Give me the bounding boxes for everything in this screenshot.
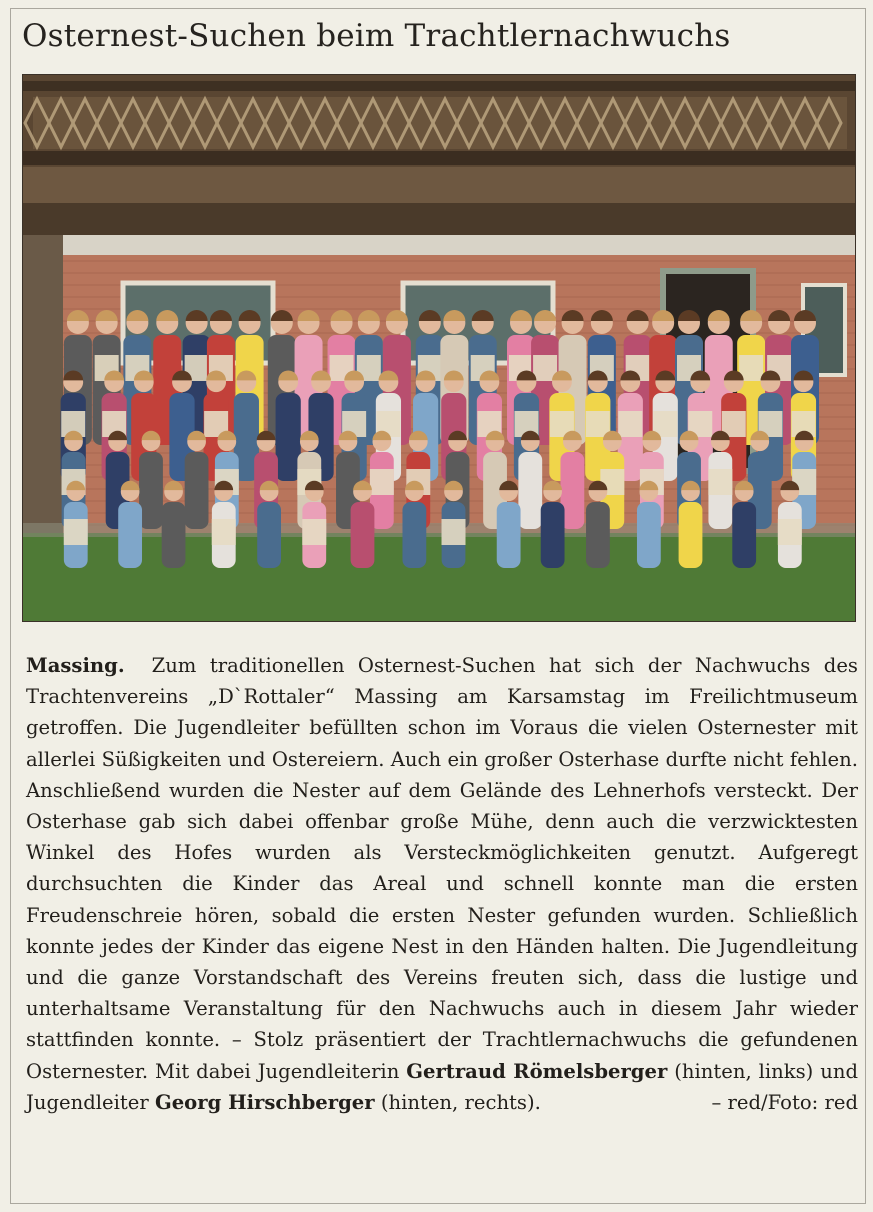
group-photo-illustration [23, 75, 856, 622]
person-figure [64, 481, 88, 568]
person-figure [162, 481, 186, 568]
person-figure [518, 431, 542, 529]
person-figure [257, 481, 281, 568]
person-figure [586, 481, 610, 568]
person-figure [302, 481, 326, 568]
article-text-tail: (hinten, rechts). [380, 1090, 541, 1114]
person-name-1: Gertraud Römelsberger [406, 1059, 668, 1083]
photo-credit: – red/Foto: red [711, 1090, 858, 1114]
person-figure [402, 481, 426, 568]
group-photo [22, 74, 856, 622]
person-figure [497, 481, 521, 568]
person-figure [679, 481, 703, 568]
person-figure [212, 481, 236, 568]
article-text-mid: (hinten, links) und Jugendleiter [26, 1059, 859, 1114]
person-figure [351, 481, 375, 568]
person-figure [708, 431, 732, 529]
person-figure [139, 431, 163, 529]
person-figure [637, 481, 661, 568]
person-figure [732, 481, 756, 568]
person-figure [185, 431, 209, 529]
person-figure [541, 481, 565, 568]
person-figure [118, 481, 142, 568]
article-paragraph [26, 650, 858, 1118]
headline: Osternest-Suchen beim Trachtlernachwuchs [22, 18, 731, 54]
article-text: Zum traditionellen Osternest-Suchen hat sich der Nachwuchs des Trachtenvereins „D`Rottaler“ Massing am Karsamstag im Freilichtmuseum getroffen. Die Jugendleiter befüllten schon im Voraus die vielen Osternester mit allerlei Süßigkeiten und Ostereiern. Auch ein großer Osterhase durfte nicht fehlen. Anschließend wurden die Nester auf dem Gelände des Lehnerhofs versteckt. Der Osterhase gab sich dabei offenbar große Mühe, denn auch die verzwicktesten Winkel des Hofes wurden als Versteckmöglichkeiten genutzt. Aufgeregt durchsuchten die Kinder das Areal und schnell konnte man die ersten Freudenschreie hören, sobald die ersten Nester gefunden wurden. Schließlich konnte jedes der Kinder das eigene Nest in den Händen halten. Die Jugendleitung und die ganze Vorstandschaft des Vereins freuten sich, dass die lustige und unterhaltsame Veranstaltung für den Nachwuchs auch in diesem Jahr wieder stattfinden konnte. – Stolz präsentiert der Trachtlernachwuchs die gefundenen Osternester. Mit dabei Jugendleiterin [26, 654, 858, 1083]
person-figure [778, 481, 802, 568]
lawn [23, 533, 856, 622]
person-name-2: Georg Hirschberger [154, 1090, 375, 1114]
article-body [26, 650, 858, 1118]
dateline: Massing. [26, 654, 125, 677]
person-figure [442, 481, 466, 568]
